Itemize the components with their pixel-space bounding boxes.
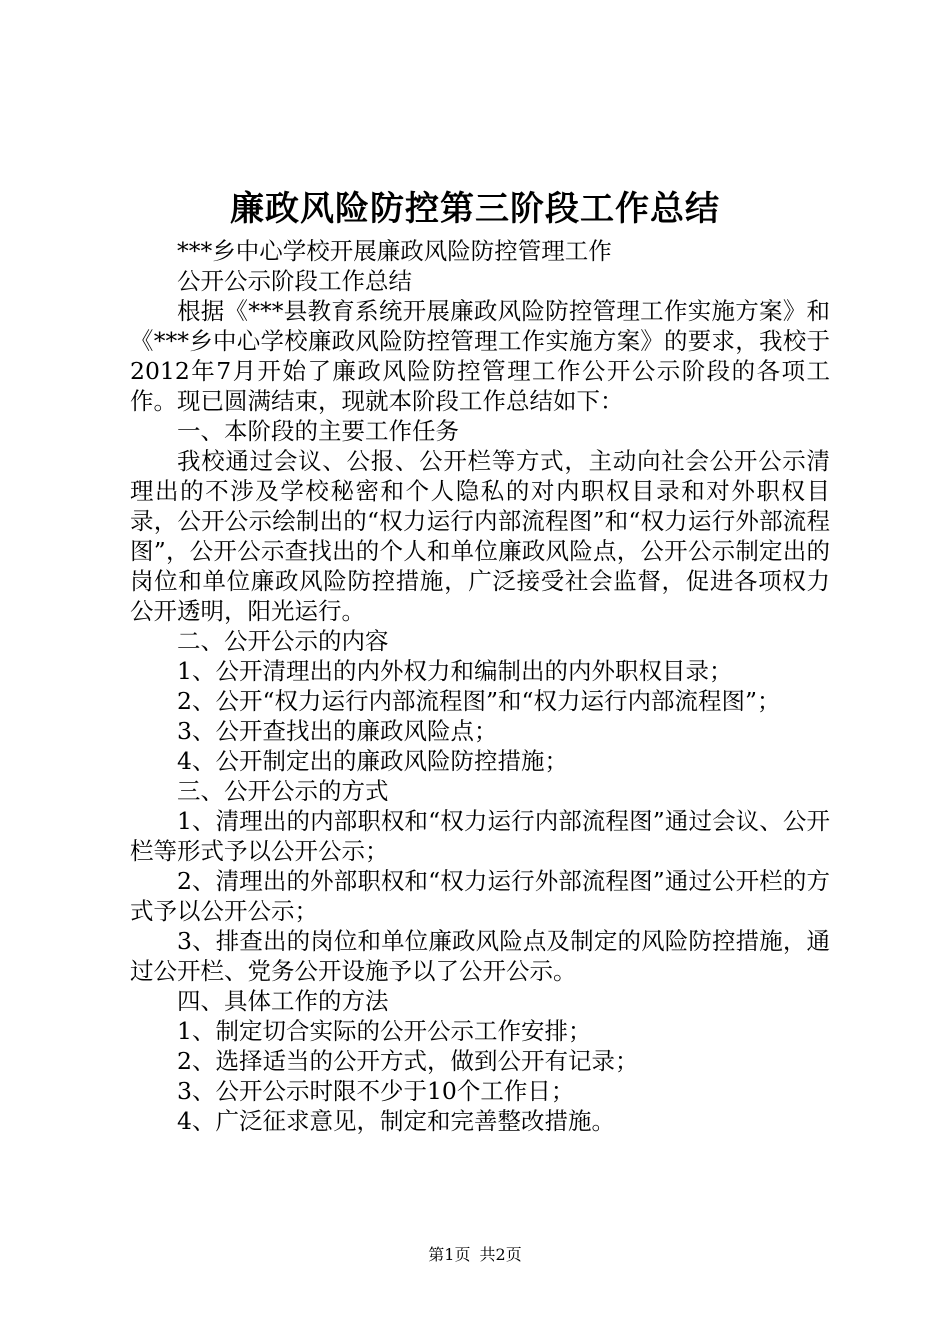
- list-item: 4、广泛征求意见，制定和完善整改措施。: [177, 1107, 615, 1135]
- section-heading: 三、公开公示的方式: [177, 777, 389, 805]
- list-item: 4、公开制定出的廉政风险防控措施；: [177, 747, 568, 775]
- page-number-current: 第1页: [428, 1245, 471, 1264]
- document-body: [130, 236, 830, 1136]
- document-title: 廉政风险防控第三阶段工作总结: [230, 189, 720, 229]
- paragraph: 我校通过会议、公报、公开栏等方式，主动向社会公开公示清理出的不涉及学校秘密和个人隐私的对内职权目录和对外职权目录，公开公示绘制出的“权力运行内部流程图”和“权力运行外部流程图”，公开公示查找出的个人和单位廉政风险点，公开公示制定出的岗位和单位廉政风险防控措施，广泛接受社会监督，促进各项权力公开透明，阳光运行。: [130, 447, 830, 625]
- paragraph: 根据《***县教育系统开展廉政风险防控管理工作实施方案》和《***乡中心学校廉政风险防控管理工作实施方案》的要求，我校于2012年7月开始了廉政风险防控管理工作公开公示阶段的各项工作。现已圆满结束，现就本阶段工作总结如下：: [130, 297, 830, 415]
- list-item: 2、选择适当的公开方式，做到公开有记录；: [177, 1047, 639, 1075]
- paragraph: 公开公示阶段工作总结: [177, 267, 412, 295]
- section-heading: 一、本阶段的主要工作任务: [177, 417, 459, 445]
- page-number-total: 共2页: [479, 1245, 522, 1264]
- list-item: 3、公开查找出的廉政风险点；: [177, 717, 498, 745]
- list-item: 3、公开公示时限不少于10个工作日；: [177, 1077, 575, 1105]
- section-heading: 二、公开公示的内容: [177, 627, 389, 655]
- list-item: 3、排查出的岗位和单位廉政风险点及制定的风险防控措施，通过公开栏、党务公开设施予以了公开公示。: [130, 927, 830, 985]
- list-item: 1、制定切合实际的公开公示工作安排；: [177, 1017, 592, 1045]
- section-heading: 四、具体工作的方法: [177, 987, 389, 1015]
- paragraph: ***乡中心学校开展廉政风险防控管理工作: [177, 237, 612, 265]
- list-item: 1、公开清理出的内外权力和编制出的内外职权目录；: [177, 657, 733, 685]
- list-item: 2、公开“权力运行内部流程图”和“权力运行内部流程图”；: [177, 687, 781, 715]
- page-footer: [0, 1243, 950, 1267]
- list-item: 2、清理出的外部职权和“权力运行外部流程图”通过公开栏的方式予以公开公示；: [130, 867, 830, 925]
- list-item: 1、清理出的内部职权和“权力运行内部流程图”通过会议、公开栏等形式予以公开公示；: [130, 807, 830, 865]
